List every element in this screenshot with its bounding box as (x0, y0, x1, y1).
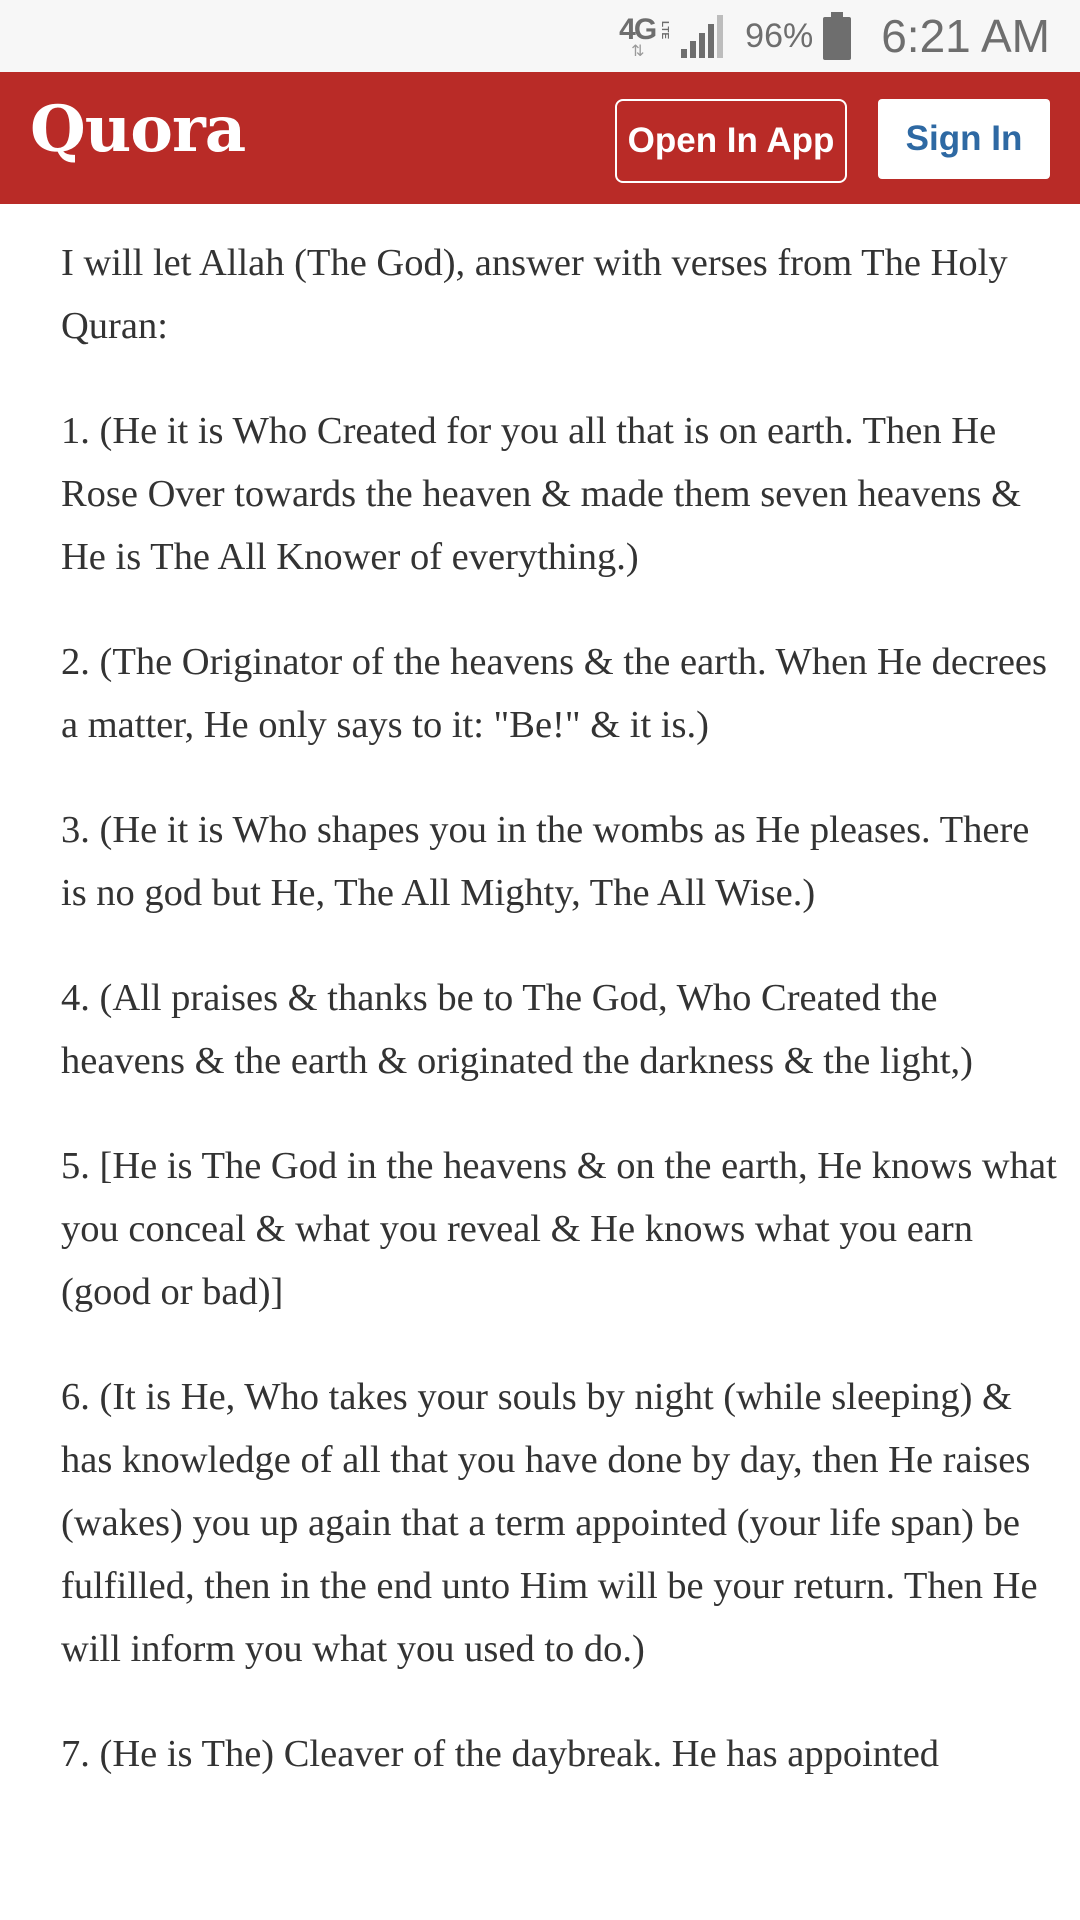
signal-bars-icon (679, 13, 729, 59)
answer-paragraph-1: 1. (He it is Who Created for you all that is on earth. Then He Rose Over towards the heaven & made them seven heavens & He is The All Knower of everything.) (61, 410, 1022, 578)
quora-header (0, 72, 1080, 204)
answer-paragraph-5: 5. [He is The God in the heavens & on the earth, He knows what you conceal & what you reveal & He knows what you earn (good or bad)] (61, 1145, 1057, 1313)
data-arrows-icon: ⇅ (631, 43, 643, 60)
answer-paragraph-6: 6. (It is He, Who takes your souls by night (while sleeping) & has knowledge of all that you have done by day, then He raises (wakes) you up again that a term appointed (your life span) be fulfilled, then in the end unto Him will be your return. Then He will inform you what you used to do.) (61, 1376, 1038, 1670)
answer-content (61, 232, 1061, 1828)
answer-paragraph-4: 4. (All praises & thanks be to The God, Who Created the heavens & the earth & originated the darkness & the light,) (61, 977, 973, 1082)
network-sub-label: LTE (659, 21, 671, 40)
battery-icon (823, 12, 851, 60)
open-in-app-button[interactable]: Open In App (615, 99, 847, 183)
answer-paragraph-7: 7. (He is The) Cleaver of the daybreak. He has appointed (61, 1733, 940, 1775)
answer-paragraph-2: 2. (The Originator of the heavens & the earth. When He decrees a matter, He only says to it: "Be!" & it is.) (61, 641, 1047, 746)
status-bar (0, 0, 1080, 72)
network-type-indicator (619, 11, 675, 61)
clock: 6:21 AM (881, 10, 1050, 62)
answer-paragraph-intro: I will let Allah (The God), answer with verses from The Holy Quran: (61, 242, 1008, 347)
battery-percent: 96% (745, 16, 814, 55)
quora-logo[interactable]: Quora (30, 92, 246, 167)
network-type-label: 4G (619, 13, 656, 46)
sign-in-button[interactable]: Sign In (878, 99, 1050, 179)
answer-paragraph-3: 3. (He it is Who shapes you in the wombs as He pleases. There is no god but He, The All Mighty, The All Wise.) (61, 809, 1030, 914)
